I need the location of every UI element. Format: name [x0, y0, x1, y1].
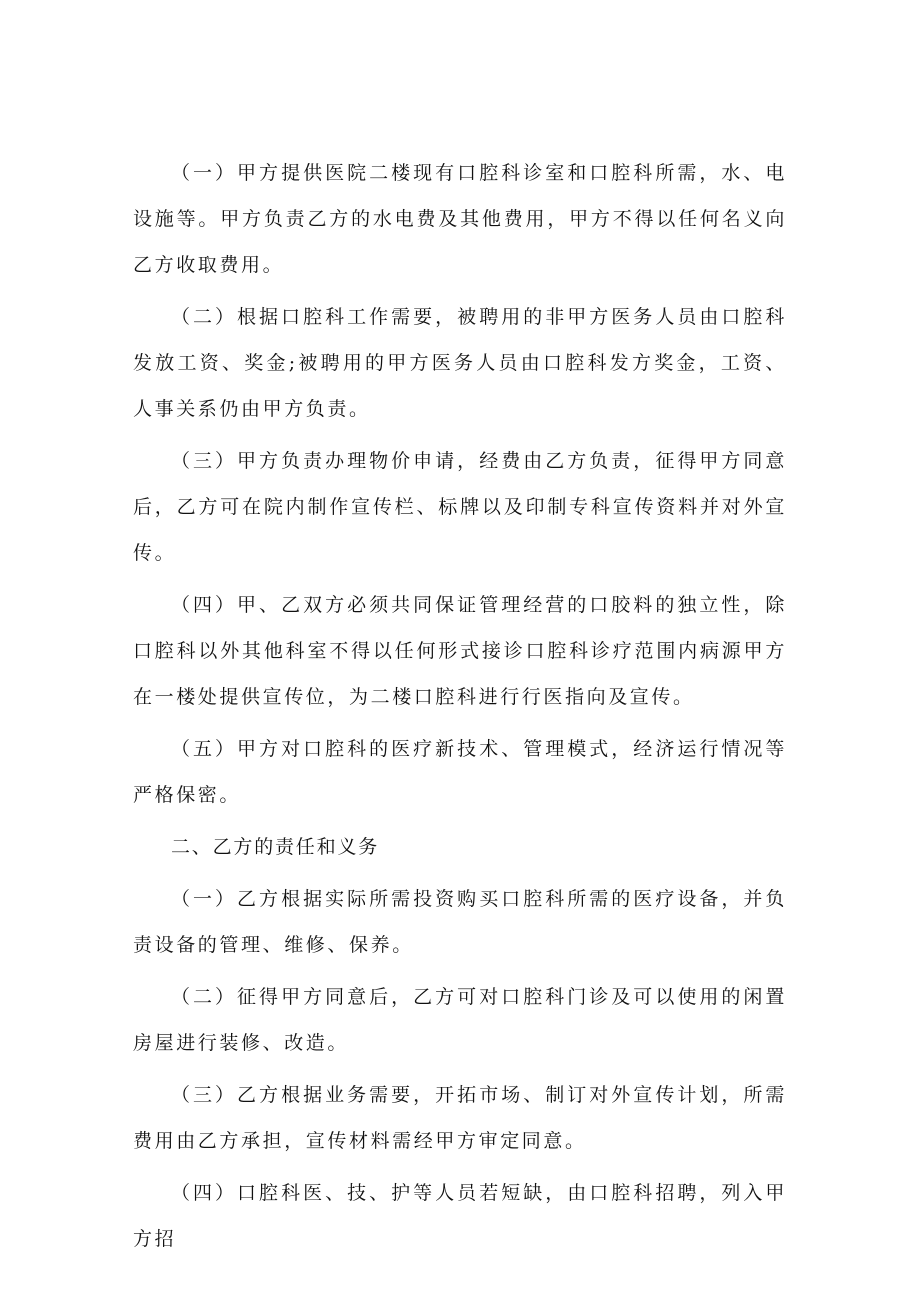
section-paragraph-2: （二）征得甲方同意后，乙方可对口腔科门诊及可以使用的闲置房屋进行装修、改造。: [133, 986, 787, 1054]
section-heading: 二、乙方的责任和义务: [171, 836, 380, 858]
paragraph-5: （五）甲方对口腔科的医疗新技术、管理模式，经济运行情况等严格保密。: [133, 738, 787, 806]
section-paragraph-3: （三）乙方根据业务需要，开拓市场、制订对外宣传计划，所需费用由乙方承担，宣传材料需经甲方审定同意。: [133, 1084, 787, 1152]
section-paragraph-1: （一）乙方根据实际所需投资购买口腔科所需的医疗设备，并负责设备的管理、维修、保养。: [133, 888, 787, 956]
paragraph-4: （四）甲、乙双方必须共同保证管理经营的口胶料的独立性，除口腔科以外其他科室不得以任何形式接诊口腔科诊疗范围内病源甲方在一楼处提供宣传位，为二楼口腔科进行行医指向及宣传。: [133, 594, 787, 708]
paragraph-1: （一）甲方提供医院二楼现有口腔科诊室和口腔科所需，水、电设施等。甲方负责乙方的水电费及其他费用，甲方不得以任何名义向乙方收取费用。: [133, 162, 787, 276]
section-paragraph-4: （四）口腔科医、技、护等人员若短缺，由口腔科招聘，列入甲方招: [133, 1182, 787, 1250]
document-body: [133, 150, 787, 1268]
paragraph-2: （二）根据口腔科工作需要，被聘用的非甲方医务人员由口腔科发放工资、奖金;被聘用的甲方医务人员由口腔科发方奖金，工资、人事关系仍由甲方负责。: [133, 306, 787, 420]
paragraph-3: （三）甲方负责办理物价申请，经费由乙方负责，征得甲方同意后，乙方可在院内制作宣传栏、标牌以及印制专科宣传资料并对外宣传。: [133, 450, 787, 564]
